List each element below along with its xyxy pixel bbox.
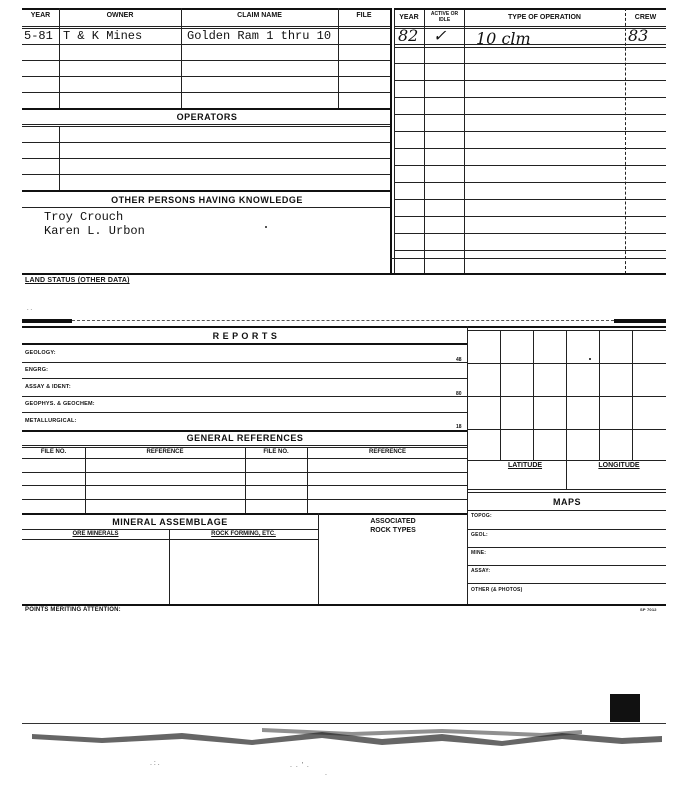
ref-file-no-header-2: FILE NO. [263, 449, 289, 455]
maps-title: MAPS [552, 497, 581, 507]
maps-topog: TOPOG: [471, 513, 492, 519]
owner-header: OWNER [106, 12, 134, 19]
rock-forming-header: ROCK FORMING, ETC. [211, 531, 276, 537]
report-row-geophys: GEOPHYS. & GEOCHEM: [25, 401, 95, 407]
claim-name-header: CLAIM NAME [237, 12, 282, 19]
latitude-label: LATITUDE [507, 462, 543, 469]
report-num-assay: 80 [456, 391, 462, 397]
claim-name-value: Golden Ram 1 thru 10 [187, 29, 332, 43]
maps-other-photos: OTHER (& PHOTOS) [471, 587, 523, 593]
report-num-metallurgical: 18 [456, 424, 462, 430]
ore-minerals-header: ORE MINERALS [72, 531, 119, 537]
other-person-2: Karen L. Urbon [44, 224, 145, 238]
maps-geol: GEOL: [471, 532, 488, 538]
reports-title: R E P O R T S [212, 331, 278, 341]
land-status-label: LAND STATUS (OTHER DATA) [25, 277, 130, 284]
other-person-1: Troy Crouch [44, 210, 124, 224]
general-references-title: GENERAL REFERENCES [186, 433, 304, 443]
associated-rock-types-line2: ROCK TYPES [370, 527, 416, 534]
points-meriting-attention-label: POINTS MERITING ATTENTION: [25, 607, 121, 613]
crew-header: CREW [634, 14, 657, 21]
type-of-operation-header: TYPE OF OPERATION [508, 14, 581, 21]
mineral-assemblage-title: MINERAL ASSEMBLAGE [112, 517, 228, 527]
activity-year-header: YEAR [399, 14, 419, 21]
report-num-geology: 48 [456, 357, 462, 363]
maps-assay: ASSAY: [471, 568, 491, 574]
report-row-geology: GEOLOGY: [25, 350, 56, 356]
activity-year-value: 82 [398, 26, 419, 45]
ref-reference-header-1: REFERENCE [146, 449, 184, 455]
claim-year-value: 5-81 [24, 29, 53, 43]
file-header: FILE [356, 12, 372, 19]
ref-reference-header-2: REFERENCE [368, 449, 406, 455]
scan-noise-strip [22, 724, 666, 754]
maps-mine: MINE: [471, 550, 487, 556]
report-row-assay: ASSAY & IDENT: [25, 384, 71, 390]
associated-rock-types-line1: ASSOCIATED [370, 518, 416, 525]
report-row-metallurgical: METALLURGICAL: [25, 418, 77, 424]
claim-year-header: YEAR [30, 12, 51, 19]
active-check-mark: ✓ [433, 26, 447, 45]
owner-value: T & K Mines [63, 29, 143, 43]
form-number: SP 7012 [640, 607, 657, 612]
active-idle-header: ACTIVE OR IDLE [430, 11, 459, 23]
crew-value: 83 [628, 26, 649, 45]
ref-file-no-header-1: FILE NO. [40, 449, 67, 455]
report-row-engrg: ENGRG: [25, 367, 49, 373]
other-persons-title: OTHER PERSONS HAVING KNOWLEDGE [111, 195, 303, 205]
operators-title: OPERATORS [176, 112, 238, 122]
longitude-label: LONGITUDE [598, 462, 640, 469]
type-of-operation-value: 10 clm [476, 29, 531, 48]
